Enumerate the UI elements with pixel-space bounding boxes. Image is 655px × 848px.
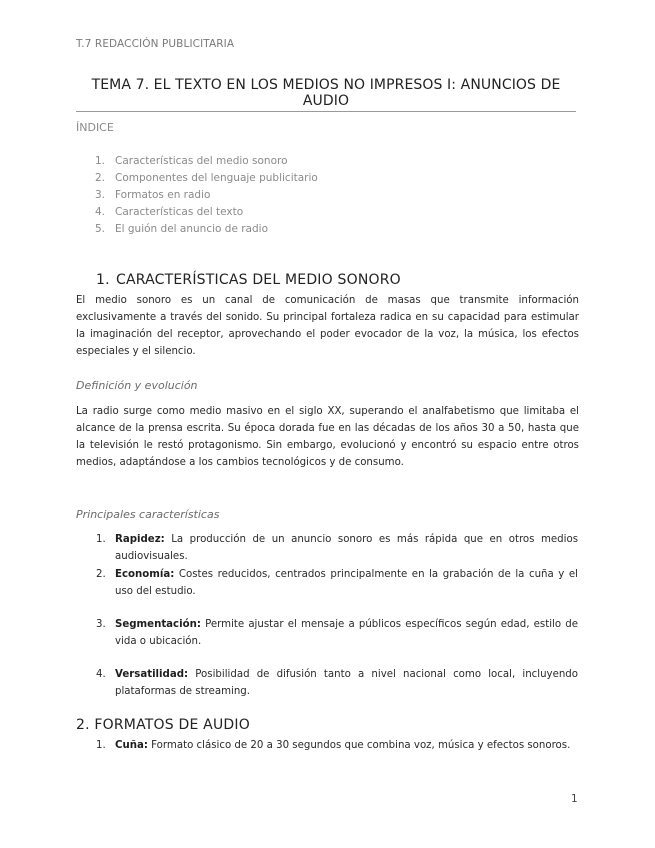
subheading-caracteristicas: Principales características: [76, 508, 220, 521]
running-header: T.7 REDACCIÓN PUBLICITARIA: [76, 38, 235, 50]
list-item-text: Costes reducidos, centrados principalmente en la grabación de la cuña y el uso del estudio.: [115, 569, 578, 597]
index-item-number: 2.: [95, 172, 106, 184]
index-item-number: 5.: [95, 223, 106, 235]
index-item-number: 1.: [95, 155, 106, 167]
index-list: [76, 153, 556, 238]
list-item: [96, 616, 578, 650]
index-item-label: Componentes del lenguaje publicitario: [115, 172, 318, 184]
index-item-label: Formatos en radio: [115, 189, 211, 201]
index-item-number: 4.: [95, 206, 106, 218]
list-item-term: Versatilidad:: [115, 669, 189, 680]
list-item-term: Rapidez:: [115, 534, 165, 545]
list-item: [96, 737, 578, 754]
index-item-label: Características del medio sonoro: [115, 155, 288, 167]
section-1-heading-number: 1.: [96, 272, 110, 288]
page-number: 1: [571, 793, 578, 805]
list-item-number: 4.: [96, 669, 106, 680]
index-label: ÍNDICE: [76, 121, 114, 134]
section-2-heading: 2. FORMATOS DE AUDIO: [76, 717, 250, 733]
list-item: [96, 531, 578, 565]
list-item-number: 3.: [96, 619, 106, 630]
index-item-label: Características del texto: [115, 206, 244, 218]
section-1-intro: El medio sonoro es un canal de comunicación de masas que transmite información exclusivamente a través del sonido. Su principal fortaleza radica en su capacidad para estimular la imaginación del receptor, aprovechando el poder evocador de la voz, la música, los efectos especiales y el silencio.: [76, 295, 579, 357]
index-item-number: 3.: [95, 189, 106, 201]
list-item-text: La producción de un anuncio sonoro es más rápida que en otros medios audiovisuales.: [115, 534, 578, 562]
index-item-label: El guión del anuncio de radio: [115, 223, 268, 235]
list-item-term: Segmentación:: [115, 619, 201, 630]
list-item: [96, 566, 578, 600]
list-item-text: Posibilidad de difusión tanto a nivel nacional como local, incluyendo plataformas de streaming.: [115, 669, 578, 697]
list-item-number: 2.: [96, 569, 106, 580]
index-item: [76, 153, 556, 170]
section-1-heading-text: CARACTERÍSTICAS DEL MEDIO SONORO: [116, 272, 401, 288]
list-item-term: Economía:: [115, 569, 175, 580]
definicion-paragraph: La radio surge como medio masivo en el siglo XX, superando el analfabetismo que limitaba el alcance de la prensa escrita. Su época dorada fue en las décadas de los años 30 a 50, hasta que la televisión le restó protagonismo. Sin embargo, evolucionó y encontró su espacio entre otros medios, adaptándose a los cambios tecnológicos y de consumo.: [76, 406, 579, 468]
list-item: [96, 666, 578, 700]
subheading-definicion: Definición y evolución: [76, 379, 198, 392]
index-item: [76, 187, 556, 204]
list-item-text: Formato clásico de 20 a 30 segundos que combina voz, música y efectos sonoros.: [147, 740, 571, 751]
title-divider: [76, 111, 576, 112]
index-item: [76, 204, 556, 221]
index-item: [76, 221, 556, 238]
section-1-heading: [76, 272, 401, 288]
list-item-term: Cuña:: [115, 740, 148, 751]
list-item-number: 1.: [96, 534, 106, 545]
index-item: [76, 170, 556, 187]
list-item-number: 1.: [96, 740, 106, 751]
page-title: TEMA 7. EL TEXTO EN LOS MEDIOS NO IMPRESOS I: ANUNCIOS DE AUDIO: [91, 77, 561, 109]
list-item-text: Permite ajustar el mensaje a públicos específicos según edad, estilo de vida o ubicación.: [115, 619, 578, 647]
